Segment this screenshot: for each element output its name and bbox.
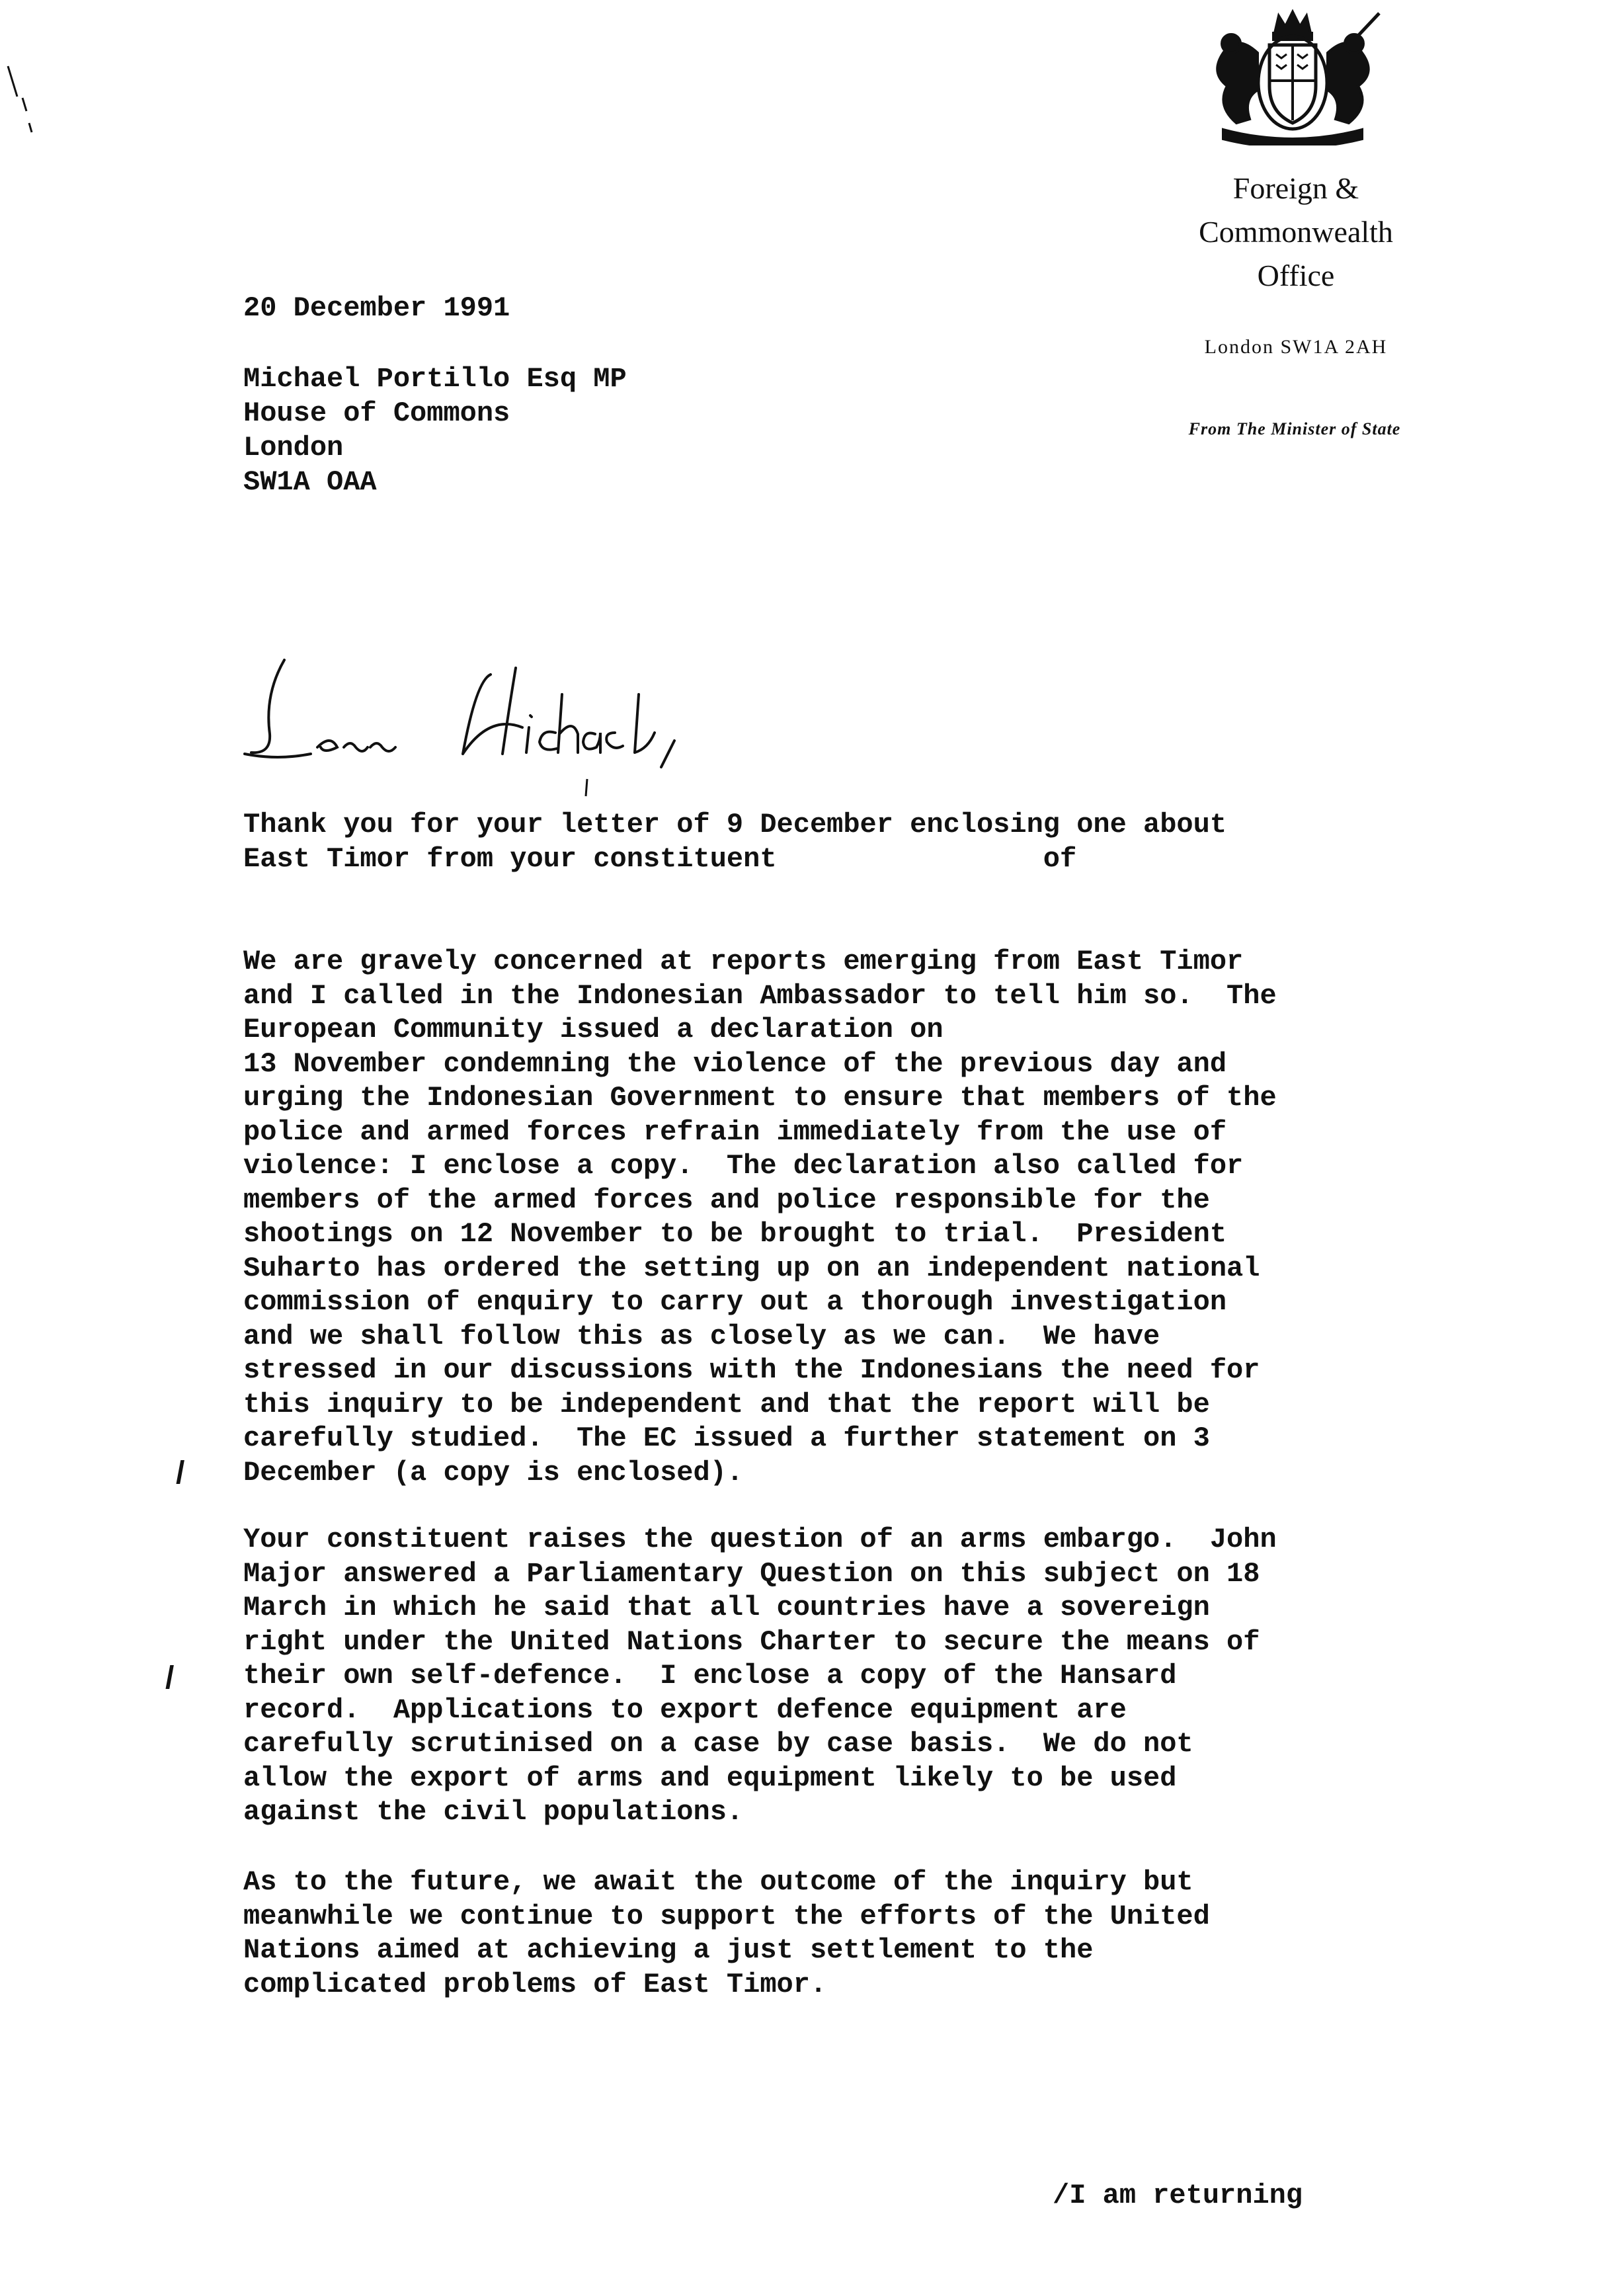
- margin-tick: /: [165, 1660, 175, 1696]
- scan-marks: [0, 0, 53, 145]
- paragraph-future: [243, 1866, 1210, 2002]
- recipient-line: Michael Portillo Esq MP: [243, 363, 627, 395]
- royal-coat-of-arms-icon: [1197, 7, 1388, 145]
- letter-date: 20 December 1991: [243, 292, 510, 324]
- recipient-line: House of Commons: [243, 397, 510, 429]
- from-minister: From The Minister of State: [1188, 419, 1401, 438]
- text-line: urging the Indonesian Government to ensure that members of the: [243, 1082, 1277, 1114]
- text-line: members of the armed forces and police responsible for the: [243, 1184, 1210, 1216]
- text-line: right under the United Nations Charter to secure the means of: [243, 1625, 1260, 1658]
- text-line: Your constituent raises the question of an arms embargo. John: [243, 1524, 1277, 1555]
- text-line: meanwhile we continue to support the efforts of the United: [243, 1900, 1210, 1932]
- text-line: police and armed forces refrain immediately from the use of: [243, 1116, 1227, 1148]
- text-line: against the civil populations.: [243, 1796, 744, 1828]
- text-line: commission of enquiry to carry out a thorough investigation: [243, 1286, 1227, 1318]
- text-line: stressed in our discussions with the Indonesians the need for: [243, 1354, 1260, 1386]
- text-line: violence: I enclose a copy. The declaration also called for: [243, 1150, 1244, 1182]
- text-line: this inquiry to be independent and that the report will be: [243, 1388, 1210, 1420]
- department-name: [1150, 167, 1441, 298]
- recipient-line: London: [243, 432, 344, 464]
- department-line: Foreign &: [1232, 171, 1359, 205]
- handwritten-salutation: [238, 655, 833, 800]
- text-line: European Community issued a declaration on: [243, 1014, 944, 1046]
- text-line: carefully scrutinised on a case by case basis. We do not: [243, 1728, 1193, 1760]
- text-line: March in which he said that all countries have a sovereign: [243, 1592, 1210, 1623]
- text-line: As to the future, we await the outcome of the inquiry but: [243, 1866, 1193, 1898]
- text-line: 13 November condemning the violence of the previous day and: [243, 1047, 1227, 1080]
- text-line: shootings on 12 November to be brought to trial. President: [243, 1218, 1227, 1250]
- paragraph-east-timor: [243, 945, 1277, 1490]
- intro-paragraph: [243, 808, 1226, 876]
- office-address: London SW1A 2AH: [1204, 336, 1388, 358]
- text-line: December (a copy is enclosed).: [243, 1456, 744, 1489]
- text-line: and I called in the Indonesian Ambassador to tell him so. The: [243, 979, 1277, 1012]
- text-line: complicated problems of East Timor.: [243, 1968, 827, 2000]
- recipient-line: SW1A OAA: [243, 466, 377, 498]
- department-line: Office: [1257, 259, 1335, 292]
- text-line: Major answered a Parliamentary Question on this subject on 18: [243, 1557, 1260, 1590]
- text-line: East Timor from your constituent of: [243, 842, 1077, 875]
- text-line: carefully studied. The EC issued a further statement on 3: [243, 1422, 1210, 1454]
- margin-tick: /: [176, 1456, 185, 1491]
- text-line: We are gravely concerned at reports emerging from East Timor: [243, 946, 1244, 977]
- text-line: allow the export of arms and equipment likely to be used: [243, 1762, 1177, 1794]
- text-line: their own self-defence. I enclose a copy of the Hansard: [243, 1660, 1177, 1692]
- paragraph-arms-embargo: [243, 1523, 1277, 1830]
- page-continuation: /I am returning: [1053, 2180, 1303, 2211]
- recipient-address: [243, 362, 627, 499]
- text-line: and we shall follow this as closely as we can. We have: [243, 1320, 1160, 1352]
- text-line: Nations aimed at achieving a just settlement to the: [243, 1934, 1094, 1966]
- department-line: Commonwealth: [1199, 215, 1393, 249]
- text-line: record. Applications to export defence equipment are: [243, 1694, 1127, 1726]
- text-line: Thank you for your letter of 9 December enclosing one about: [243, 809, 1227, 840]
- text-line: Suharto has ordered the setting up on an independent national: [243, 1252, 1260, 1284]
